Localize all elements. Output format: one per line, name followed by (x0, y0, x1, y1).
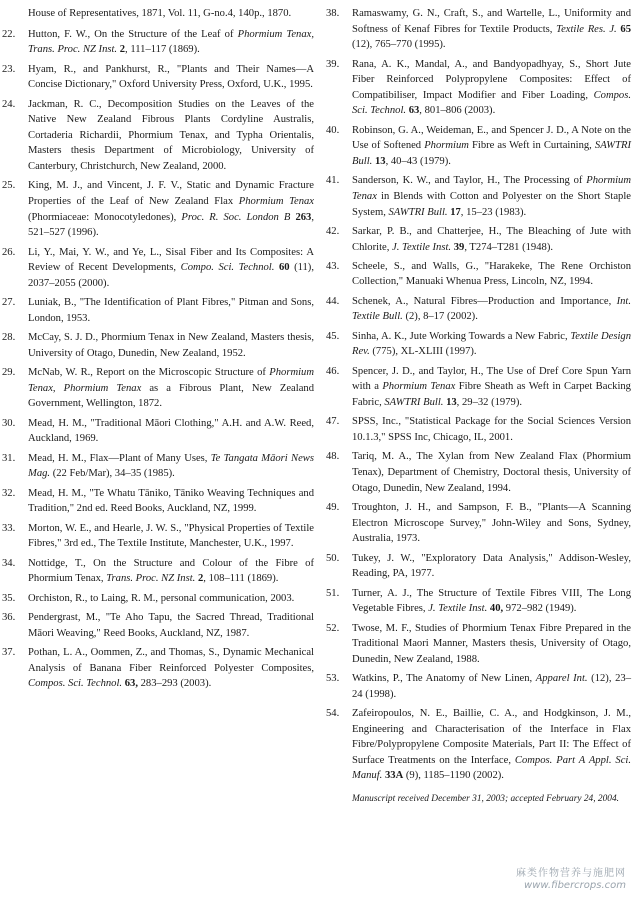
reference-number: 24. (2, 98, 16, 110)
reference-bold-segment: 33A (384, 770, 404, 782)
reference-number: 28. (2, 332, 16, 344)
reference-text (28, 29, 314, 56)
reference-entry (326, 329, 631, 360)
reference-bold-segment: 60 (278, 262, 290, 274)
reference-text-segment: Turner, A. J., The Structure of Textile Fibres VIII, The Long Vegetable Fibres, (352, 587, 631, 615)
reference-text-segment: , 29–32 (1979). (456, 397, 522, 409)
reference-text-segment: in Blends with Cotton and Polyester on the Short Staple System, (352, 190, 631, 218)
reference-text-segment: Sinha, A. K., Jute Working Towards a New Fabric, (352, 330, 571, 342)
manuscript-received-note: Manuscript received December 31, 2003; accepted February 24, 2004. (352, 794, 620, 805)
reference-number: 31. (2, 452, 16, 464)
reference-text (28, 612, 314, 639)
reference-entry (2, 591, 314, 607)
reference-entry (326, 6, 631, 53)
reference-text-segment: 283–293 (2003). (137, 678, 212, 690)
reference-italic-segment: SAWTRI Bull. (352, 140, 631, 167)
reference-italic-segment: J. Textile Inst. (392, 241, 452, 253)
reference-text-segment: Zafeiropoulos, N. E., Baillie, C. A., and Hodgkinson, J. M., Engineering and Characterisation of the Interface in Flax Fibre/Polypropylene Composite Materials, Part II: The Effect of Surface Treatments on the Interface, (352, 708, 631, 766)
reference-text (352, 366, 631, 408)
reference-entry (2, 521, 314, 552)
reference-text-segment: , T274–T281 (1948). (464, 241, 553, 253)
reference-text-segment: Watkins, P., The Anatomy of New Linen, (352, 673, 536, 685)
reference-text (28, 297, 314, 324)
reference-number: 30. (2, 417, 16, 429)
reference-number: 25. (2, 180, 16, 192)
reference-entry (2, 178, 314, 240)
reference-entry (326, 500, 631, 547)
reference-bold-segment: 40, (489, 603, 504, 615)
reference-number: 45. (326, 330, 340, 342)
reference-entry (326, 586, 631, 617)
reference-text-segment: Fibre as Weft in Curtaining, (468, 140, 595, 152)
watermark-url: www.fibercrops.com (524, 880, 626, 891)
reference-text-segment: Nottidge, T., On the Structure and Colour of the Fibre of Phormium Tenax, (28, 557, 314, 585)
reference-text-segment: (2), 8–17 (2002). (402, 311, 478, 323)
reference-text-segment: , 15–23 (1983). (460, 206, 527, 218)
reference-number: 40. (326, 124, 340, 136)
reference-entry (326, 173, 631, 220)
reference-entry (2, 416, 314, 447)
reference-text-segment: Pothan, L. A., Oommen, Z., and Thomas, S., Dynamic Mechanical Analysis of Banana Fiber Reinforced Polyester Composites, (28, 646, 314, 674)
reference-number: 47. (326, 416, 340, 428)
reference-number: 48. (326, 451, 340, 463)
reference-text (28, 64, 314, 91)
reference-text (28, 453, 314, 480)
reference-entry (326, 259, 631, 290)
reference-entry (326, 364, 631, 411)
reference-text-segment: Hyam, R., and Pankhurst, R., "Plants and Their Names—A Concise Dictionary," Oxford University Press, Oxford, U.K., 1995. (28, 63, 314, 91)
reference-number: 27. (2, 297, 16, 309)
reference-bold-segment: 2 (119, 44, 126, 56)
reference-entry (2, 451, 314, 482)
reference-entry (2, 6, 314, 22)
reference-text-segment: King, M. J., and Vincent, J. F. V., Static and Dynamic Fracture Properties of the Leaf of New Zealand Flax (28, 180, 314, 207)
reference-text-segment: SPSS, Inc., "Statistical Package for the Social Sciences Version 10.1.3," SPSS Inc, Chicago, IL, 2001. (352, 416, 631, 444)
reference-text (352, 226, 631, 253)
reference-italic-segment: J. Textile Inst. (428, 603, 488, 615)
reference-text-segment: Li, Y., Mai, Y. W., and Ye, L., Sisal Fiber and Its Composites: A Review of Recent Developments, (28, 246, 314, 274)
reference-text-segment: Tariq, M. A., The Xylan from New Zealand Flax (Phormium Tenax), Department of Chemistry, Doctoral thesis, University of Otago, Dunedin, New Zealand, 1994. (352, 451, 631, 494)
reference-italic-segment: Textile Res. J. (556, 23, 617, 35)
reference-bold-segment: 63 (408, 105, 420, 117)
reference-number: 46. (326, 365, 340, 377)
reference-entry (2, 556, 314, 587)
reference-text (352, 553, 631, 580)
reference-entry (326, 551, 631, 582)
reference-text-segment: 972–982 (1949). (503, 603, 577, 615)
reference-text (352, 261, 631, 288)
site-watermark (516, 868, 626, 892)
reference-text-segment: Orchiston, R., to Laing, R. M., personal communication, 2003. (28, 592, 295, 604)
reference-italic-segment: Te Tangata Māori News Mag. (28, 452, 314, 480)
reference-text-segment: as a Fibrous Plant, New Zealand Government, Wellington, 1872. (28, 382, 314, 410)
reference-bold-segment: 13 (446, 397, 457, 409)
reference-number: 50. (326, 552, 340, 564)
reference-text (28, 488, 314, 515)
reference-text-segment: Sanderson, K. W., and Taylor, H., The Processing of (352, 175, 587, 187)
reference-text (28, 593, 294, 604)
reference-number: 29. (2, 367, 16, 379)
reference-italic-segment: Phormium Tenax, Trans. Proc. NZ Inst. (28, 28, 314, 56)
reference-text-segment: (12), 23–24 (1998). (352, 673, 631, 700)
reference-text-segment: Mead, H. M., "Traditional Māori Clothing," A.H. and A.W. Reed, Auckland, 1969. (28, 417, 314, 445)
reference-text-segment: Mead, H. M., Flax—Plant of Many Uses, (28, 452, 211, 464)
reference-italic-segment: Phormium (424, 140, 469, 152)
reference-text-segment: (9), 1185–1190 (2002). (403, 770, 504, 782)
references-left-column (2, 6, 314, 696)
reference-text-segment: Scheele, S., and Walls, G., "Harakeke, The Rene Orchiston Collection," Manuaki Whenua Press, Lincoln, NZ, 1994. (352, 260, 631, 288)
reference-text-segment: Troughton, J. H., and Sampson, F. B., "Plants—A Scanning Electron Microscope Survey," John-Wiley and Sons, Sydney, Australia, 1973. (352, 501, 631, 545)
reference-text-segment: , 801–806 (2003). (419, 105, 496, 117)
reference-number: 26. (2, 246, 16, 258)
reference-text (28, 180, 314, 238)
reference-number: 23. (2, 63, 16, 75)
reference-text (28, 418, 314, 445)
reference-entry (2, 330, 314, 361)
reference-text (352, 673, 631, 700)
reference-text-segment: House of Representatives, 1871, Vol. 11, G-no.4, 140p., 1870. (28, 8, 292, 19)
watermark-chinese-text: 麻类作物营养与施肥网 (516, 868, 626, 879)
reference-entry (326, 414, 631, 445)
reference-text (352, 175, 631, 217)
reference-text-segment: Ramaswamy, G. N., Craft, S., and Wartelle, L., Uniformity and Softness of Kenaf Fibres for Textile Products, (352, 8, 631, 35)
reference-entry (326, 706, 631, 784)
reference-number: 51. (326, 587, 340, 599)
reference-number: 36. (2, 611, 16, 623)
reference-text-segment: Schenek, A., Natural Fibres—Production and Importance, (352, 295, 617, 307)
reference-entry (2, 295, 314, 326)
reference-number: 53. (326, 673, 340, 685)
reference-entry (2, 62, 314, 93)
reference-italic-segment: Trans. Proc. NZ Inst. (106, 573, 196, 585)
reference-entry (2, 610, 314, 641)
reference-entry (326, 621, 631, 668)
reference-bold-segment: 263 (295, 211, 312, 223)
reference-italic-segment: Compos. Sci. Technol. (352, 89, 631, 117)
reference-number: 41. (326, 175, 340, 187)
reference-text-segment: , 521–527 (1996). (28, 211, 314, 239)
reference-text (352, 451, 631, 493)
reference-text-segment: Tukey, J. W., "Exploratory Data Analysis," Addison-Wesley, Reading, PA, 1977. (352, 552, 631, 580)
reference-number: 32. (2, 487, 16, 499)
reference-number: 35. (2, 592, 16, 604)
reference-text-segment: , 40–43 (1979). (385, 155, 451, 167)
reference-number: 34. (2, 557, 16, 569)
reference-text-segment: Mead, H. M., "Te Whatu Tāniko, Tāniko Weaving Techniques and Tradition," 2nd ed. Reed Books, Auckland, NZ, 1999. (28, 487, 314, 515)
reference-text-segment: (Phormiaceae: Monocotyledones), (28, 211, 182, 223)
reference-number: 39. (326, 58, 340, 70)
reference-text-segment: Morton, W. E., and Hearle, J. W. S., "Physical Properties of Textile Fibres," 3rd ed., The Textile Institute, Manchester, U.K., 1997. (28, 522, 314, 550)
reference-text-segment: , 111–117 (1869). (125, 44, 200, 56)
reference-text (352, 331, 631, 358)
reference-entry (2, 97, 314, 175)
reference-entry (2, 27, 314, 58)
reference-text-segment: McNab, W. R., Report on the Microscopic Structure of (28, 367, 270, 379)
reference-italic-segment: Phormium Tenax (382, 381, 456, 393)
reference-italic-segment: Compos. Part A Appl. Sci. Manuf. (352, 754, 632, 782)
reference-text-segment: (775), XL-XLIII (1997). (369, 346, 477, 358)
reference-italic-segment: Apparel Int. (535, 673, 588, 685)
reference-text (352, 8, 631, 50)
reference-text-segment: (12), 765–770 (1995). (352, 39, 446, 51)
reference-text (28, 8, 291, 19)
reference-number: 37. (2, 646, 16, 658)
reference-number: 33. (2, 522, 16, 534)
reference-text-segment: Hutton, F. W., On the Structure of the Leaf of (28, 28, 238, 40)
reference-bold-segment: 13 (374, 155, 386, 167)
reference-entry (2, 365, 314, 412)
reference-italic-segment: Int. Textile Bull. (352, 295, 631, 323)
reference-text-segment: McCay, S. J. D., Phormium Tenax in New Zealand, Masters thesis, University of Otago, Dunedin, New Zealand, 1952. (28, 332, 314, 359)
reference-entry (326, 671, 631, 702)
reference-text-segment: (22 Feb/Mar), 34–35 (1985). (50, 468, 175, 480)
reference-number: 42. (326, 225, 340, 237)
reference-italic-segment: Phormium Tenax, Phormium Tenax (28, 367, 314, 394)
reference-text (352, 296, 631, 323)
reference-number: 43. (326, 260, 340, 272)
reference-text (28, 332, 314, 359)
reference-italic-segment: Proc. R. Soc. London B (181, 211, 291, 223)
reference-text-segment: (11), 2037–2055 (2000). (28, 262, 314, 289)
reference-text (352, 59, 631, 117)
reference-text-segment: Robinson, G. A., Weideman, E., and Spencer J. D., A Note on the Use of Softened (352, 124, 631, 152)
reference-entry (326, 224, 631, 255)
reference-bold-segment: 39 (453, 241, 465, 253)
reference-entry (2, 645, 314, 692)
reference-text-segment: Jackman, R. C., Decomposition Studies on the Leaves of the Native New Zealand Fibrous Plants Cordyline Australis, Cortaderia Richardii, Phormium Tenax, and Typha Orientalis, Masters thesis Department of Microbiology, University of Canterbury, Christchurch, New Zealand, 2000. (28, 98, 314, 172)
reference-number: 44. (326, 295, 340, 307)
reference-text-segment: Spencer, J. D., and Taylor, H., The Use of Dref Core Spun Yarn with a (352, 365, 631, 393)
reference-text (352, 125, 631, 167)
reference-entry (2, 486, 314, 517)
reference-entry (326, 57, 631, 119)
reference-entry (2, 245, 314, 292)
reference-number: 52. (326, 622, 340, 634)
reference-text (28, 523, 314, 550)
reference-text (28, 247, 314, 289)
reference-bold-segment: 63, (124, 678, 138, 690)
reference-text-segment: Luniak, B., "The Identification of Plant Fibres," Pitman and Sons, London, 1953. (28, 297, 314, 324)
reference-italic-segment: Compos. Sci. Technol. (28, 678, 123, 690)
reference-text (28, 367, 314, 409)
reference-entry (326, 294, 631, 325)
reference-text (28, 647, 314, 689)
reference-bold-segment: 17 (450, 206, 461, 218)
reference-text-segment: Twose, M. F., Studies of Phormium Tenax Fibre Prepared in the Traditional Maori Manner, Masters thesis, University of Otago, Dunedin, New Zealand, 1988. (352, 622, 631, 665)
references-right-column (326, 6, 631, 806)
reference-italic-segment: SAWTRI Bull. (388, 206, 448, 218)
reference-italic-segment: Textile Design Rev. (352, 330, 632, 358)
reference-bold-segment: 65 (620, 23, 632, 35)
reference-text-segment: Pendergrast, M., "Te Aho Tapu, the Sacred Thread, Traditional Māori Weaving," Reed Books, Auckland, NZ, 1987. (28, 611, 314, 639)
reference-text (352, 416, 631, 443)
reference-number: 49. (326, 501, 340, 513)
reference-text (28, 558, 314, 585)
reference-text-segment: Rana, A. K., Mandal, A., and Bandyopadhyay, S., Short Jute Fiber Reinforced Polypropylene Composites: Effect of Compatibiliser, Impact Modifier and Fiber Loading, (352, 58, 631, 101)
reference-number: 38. (326, 8, 340, 19)
reference-number: 54. (326, 708, 340, 720)
reference-text-segment: Fibre Sheath as Weft in Carpet Backing Fabric, (352, 381, 631, 409)
reference-entry (326, 449, 631, 496)
reference-italic-segment: Phormium Tenax (352, 175, 631, 202)
reference-bold-segment: 2 (197, 573, 204, 585)
reference-text (352, 623, 631, 665)
reference-italic-segment: SAWTRI Bull. (384, 397, 444, 409)
reference-text-segment: , 108–111 (1869). (203, 573, 279, 585)
reference-text (352, 588, 631, 615)
reference-text (352, 708, 631, 781)
reference-entry (326, 123, 631, 170)
reference-text (28, 99, 314, 172)
reference-italic-segment: Phormium Tenax (238, 195, 315, 207)
reference-number: 22. (2, 28, 16, 40)
reference-text-segment: Sarkar, P. B., and Chatterjee, H., The Bleaching of Jute with Chlorite, (352, 225, 631, 253)
reference-text (352, 502, 631, 544)
reference-italic-segment: Compo. Sci. Technol. (180, 262, 275, 274)
